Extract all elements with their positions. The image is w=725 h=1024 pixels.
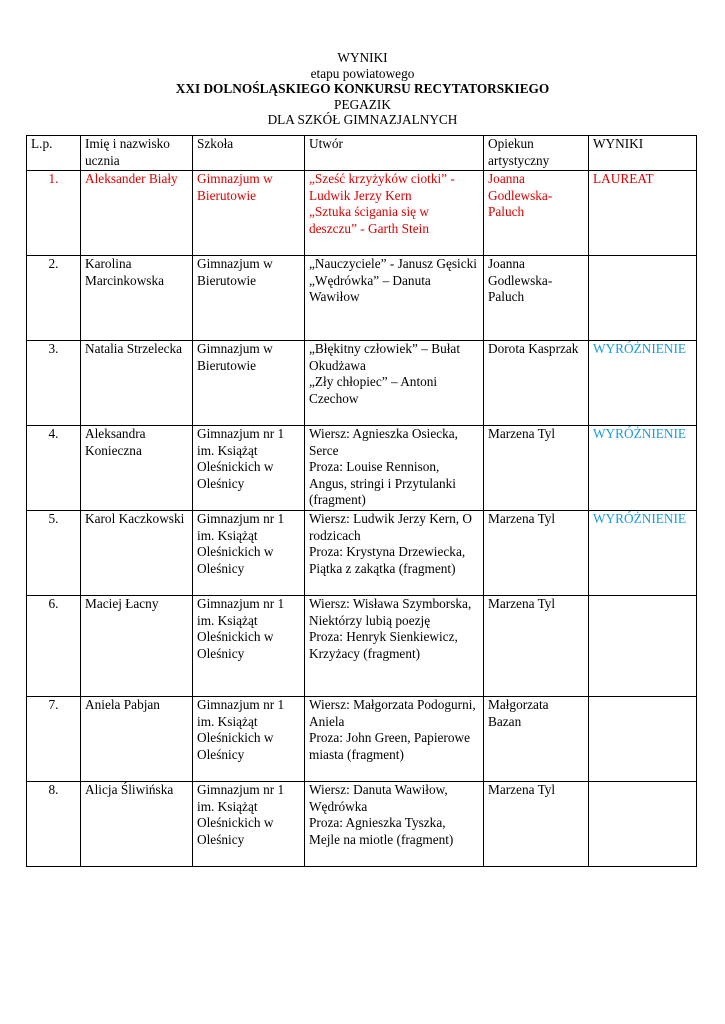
column-header-work: Utwór [305, 136, 484, 171]
cell-result: WYRÓŻNIENIE [589, 511, 697, 596]
cell-mentor: Joanna Godlewska-Paluch [484, 256, 589, 341]
cell-name: Karol Kaczkowski [81, 511, 193, 596]
table-row [27, 697, 697, 782]
column-header-school: Szkoła [193, 136, 305, 171]
cell-school: Gimnazjum w Bierutowie [193, 256, 305, 341]
cell-work [305, 511, 484, 596]
work-line: „Sztuka ścigania się w deszczu” - Garth Stein [309, 204, 430, 236]
cell-lp: 6. [27, 596, 81, 697]
work-line: „Zły chłopiec” – Antoni Czechow [309, 374, 438, 406]
table-row [27, 256, 697, 341]
work-line: „Wędrówka” – Danuta Wawiłow [309, 272, 431, 305]
cell-school: Gimnazjum nr 1 im. Książąt Oleśnickich w Oleśnicy [193, 782, 305, 867]
work-line: „Nauczyciele” - Janusz Gęsicki [309, 256, 477, 271]
cell-lp: 2. [27, 256, 81, 341]
cell-work [305, 171, 484, 256]
header-school-type: DLA SZKÓŁ GIMNAZJALNYCH [267, 112, 458, 127]
work-line: Proza: Henryk Sienkiewicz, Krzyżacy (fragment) [309, 629, 458, 661]
table-row [27, 511, 697, 596]
cell-result [589, 596, 697, 697]
cell-result: LAUREAT [589, 171, 697, 256]
cell-mentor: Marzena Tyl [484, 782, 589, 867]
work-line: Wiersz: Ludwik Jerzy Kern, O rodzicach [309, 511, 473, 543]
cell-name: Alicja Śliwińska [81, 782, 193, 867]
table-row [27, 426, 697, 511]
cell-work [305, 341, 484, 426]
cell-mentor: Marzena Tyl [484, 426, 589, 511]
cell-school: Gimnazjum nr 1 im. Książąt Oleśnickich w Oleśnicy [193, 596, 305, 697]
table-row [27, 782, 697, 867]
cell-mentor: Małgorzata Bazan [484, 697, 589, 782]
cell-school: Gimnazjum w Bierutowie [193, 341, 305, 426]
cell-name: Aleksander Biały [81, 171, 193, 256]
results-table [26, 135, 697, 867]
cell-lp: 7. [27, 697, 81, 782]
cell-result [589, 697, 697, 782]
work-line: Wiersz: Wisława Szymborska, Niektórzy lubią poezję [309, 596, 472, 628]
work-line: Wiersz: Danuta Wawiłow, Wędrówka [309, 782, 448, 814]
work-line: „Błękitny człowiek” – Bułat Okudżawa [309, 341, 461, 373]
work-line: Proza: Krystyna Drzewiecka, Piątka z zakątka (fragment) [309, 544, 466, 576]
header-contest-name: XXI DOLNOŚLĄSKIEGO KONKURSU RECYTATORSKIEGO [175, 81, 550, 96]
cell-mentor: Marzena Tyl [484, 511, 589, 596]
cell-work [305, 256, 484, 341]
cell-lp: 4. [27, 426, 81, 511]
column-header-name: Imię i nazwisko ucznia [81, 136, 193, 171]
cell-result [589, 256, 697, 341]
cell-lp: 5. [27, 511, 81, 596]
work-line: Proza: Agnieszka Tyszka, Mejle na miotle (fragment) [309, 815, 454, 847]
work-line: Wiersz: Małgorzata Podogurni, Aniela [309, 697, 476, 729]
header-stage: etapu powiatowego [310, 65, 415, 81]
table-header-row [27, 136, 697, 171]
header-contest-subtitle: PEGAZIK [334, 96, 391, 112]
column-header-mentor: Opiekun artystyczny [484, 136, 589, 171]
cell-lp: 3. [27, 341, 81, 426]
cell-name: Karolina Marcinkowska [81, 256, 193, 341]
cell-mentor: Joanna Godlewska-Paluch [484, 171, 589, 256]
cell-school: Gimnazjum nr 1 im. Książąt Oleśnickich w Oleśnicy [193, 697, 305, 782]
column-header-result: WYNIKI [589, 136, 697, 171]
table-row [27, 341, 697, 426]
work-line: „Sześć krzyżyków ciotki” - Ludwik Jerzy Kern [309, 171, 455, 203]
column-header-lp: L.p. [27, 136, 81, 171]
cell-work [305, 426, 484, 511]
work-line: Proza: John Green, Papierowe miasta (fragment) [309, 730, 470, 762]
table-row [27, 596, 697, 697]
cell-work [305, 697, 484, 782]
cell-school: Gimnazjum w Bierutowie [193, 171, 305, 256]
cell-name: Aniela Pabjan [81, 697, 193, 782]
work-line: Wiersz: Agnieszka Osiecka, Serce [309, 426, 458, 458]
cell-work [305, 596, 484, 697]
cell-result: WYRÓŻNIENIE [589, 341, 697, 426]
cell-school: Gimnazjum nr 1 im. Książąt Oleśnickich w Oleśnicy [193, 511, 305, 596]
cell-school: Gimnazjum nr 1 im. Książąt Oleśnickich w Oleśnicy [193, 426, 305, 511]
cell-result: WYRÓŻNIENIE [589, 426, 697, 511]
cell-result [589, 782, 697, 867]
cell-lp: 8. [27, 782, 81, 867]
table-row [27, 171, 697, 256]
cell-name: Aleksandra Konieczna [81, 426, 193, 511]
cell-work [305, 782, 484, 867]
cell-mentor: Dorota Kasprzak [484, 341, 589, 426]
work-line: Proza: Louise Rennison, Angus, stringi i Przytulanki (fragment) [309, 459, 456, 508]
cell-mentor: Marzena Tyl [484, 596, 589, 697]
header-title: WYNIKI [337, 50, 388, 65]
cell-name: Maciej Łacny [81, 596, 193, 697]
document-header [0, 50, 725, 128]
cell-lp: 1. [27, 171, 81, 256]
cell-name: Natalia Strzelecka [81, 341, 193, 426]
